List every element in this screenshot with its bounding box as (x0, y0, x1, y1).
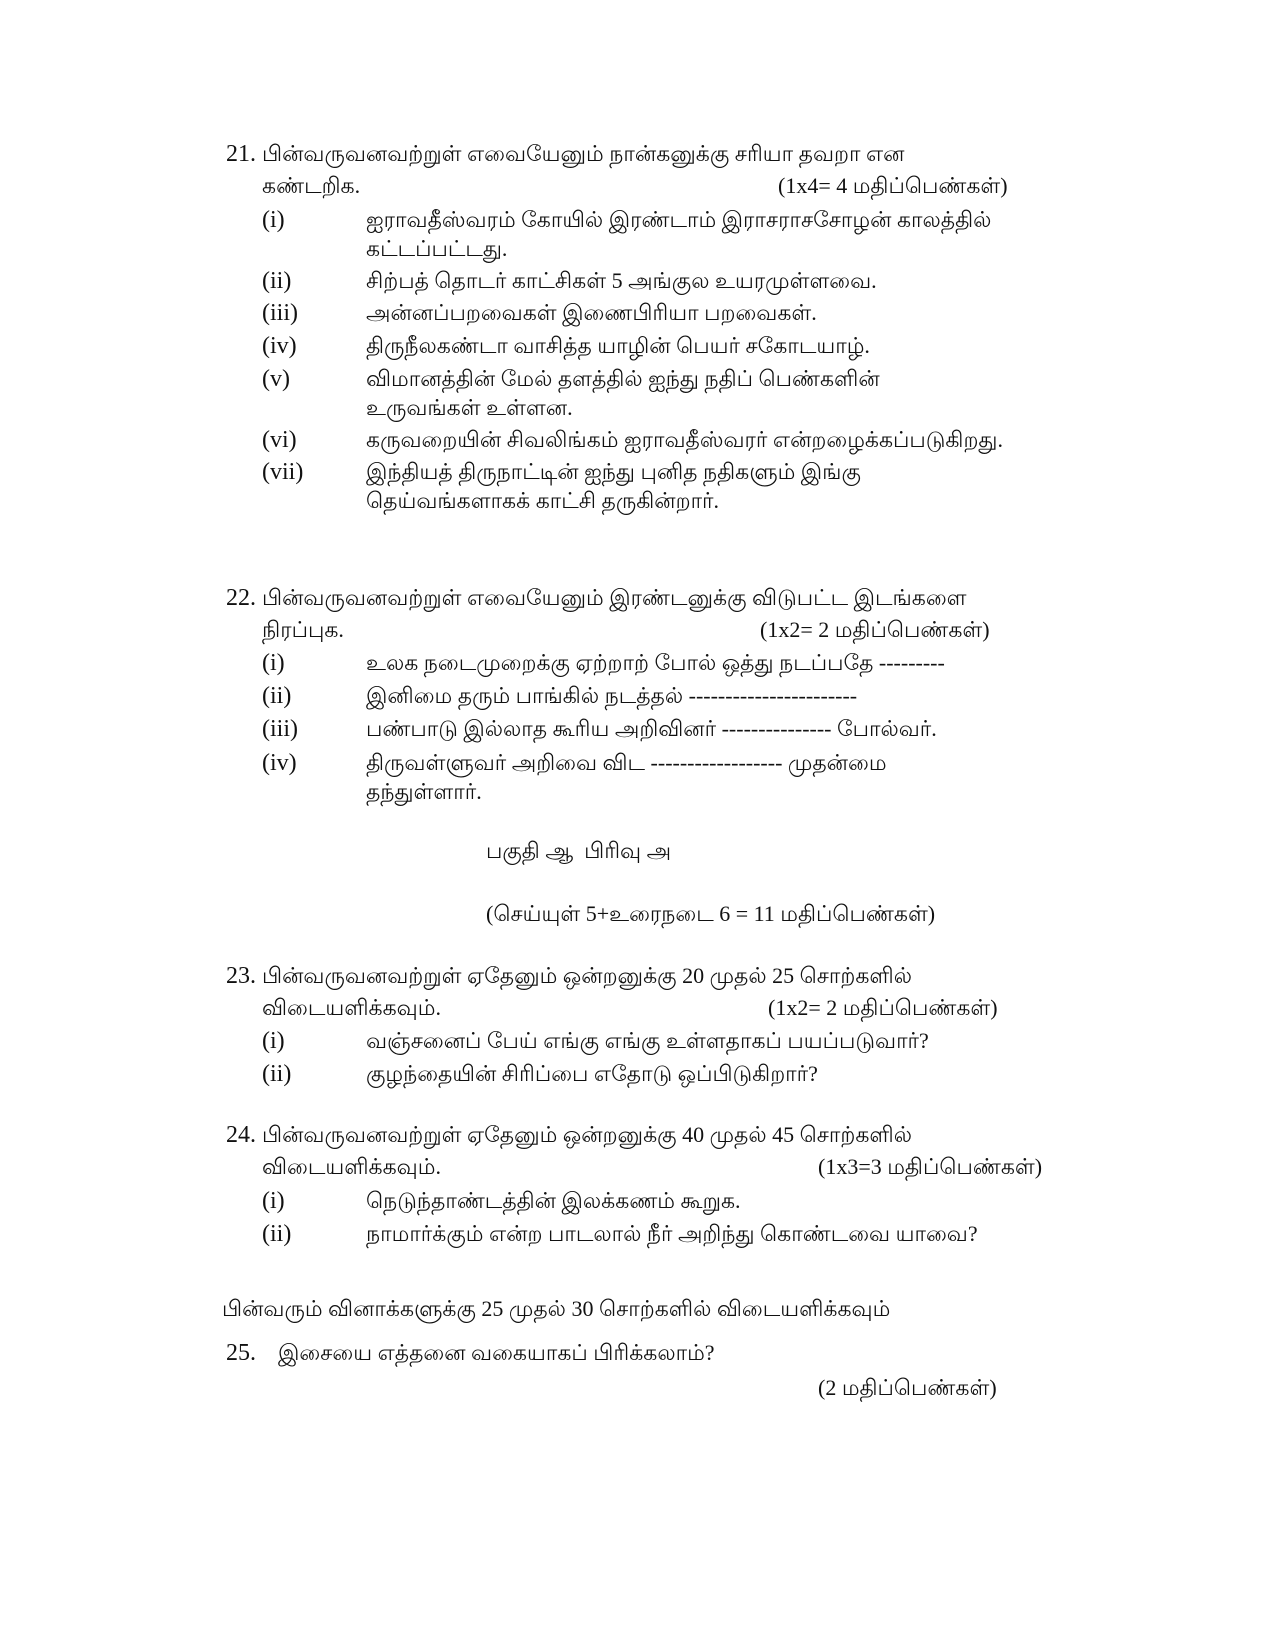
item-label: (ii) (262, 1061, 292, 1087)
item-text: விமானத்தின் மேல் தளத்தில் ஐந்து நதிப் பெண்களின் (366, 366, 880, 391)
question-text-line2: விடையளிக்கவும். (262, 995, 441, 1020)
question-text-line2: நிரப்புக. (262, 617, 344, 642)
item-label: (iii) (262, 300, 298, 326)
item-text: இந்தியத் திருநாட்டின் ஐந்து புனித நதிகளும் இங்கு (366, 459, 861, 484)
question-text-line2: விடையளிக்கவும். (262, 1154, 441, 1179)
question-number: 21. (226, 141, 256, 167)
item-label: (iv) (262, 750, 297, 776)
question-number: 23. (226, 963, 256, 989)
item-text: கருவறையின் சிவலிங்கம் ஐராவதீஸ்வரர் என்றழைக்கப்படுகிறது. (366, 427, 1004, 452)
item-text: நெடுந்தாண்டத்தின் இலக்கணம் கூறுக. (366, 1188, 741, 1213)
item-label: (ii) (262, 683, 292, 709)
item-label: (i) (262, 207, 285, 233)
item-label: (iii) (262, 716, 298, 742)
item-text: தந்துள்ளார். (366, 779, 482, 804)
item-label: (vi) (262, 427, 297, 453)
item-text: உருவங்கள் உள்ளன. (366, 395, 573, 420)
marks-label: (1x2= 2 மதிப்பெண்கள்) (768, 995, 998, 1020)
question-text-line1: பின்வருவனவற்றுள் எவையேனும் இரண்டனுக்கு விடுபட்ட இடங்களை (262, 585, 967, 610)
item-text: வஞ்சனைப் பேய் எங்கு எங்கு உள்ளதாகப் பயப்படுவார்? (366, 1028, 929, 1053)
question-text-line1: பின்வருவனவற்றுள் ஏதேனும் ஒன்றனுக்கு 20 முதல் 25 சொற்களில் (262, 963, 913, 988)
item-label: (vii) (262, 459, 304, 485)
marks-label: (1x2= 2 மதிப்பெண்கள்) (760, 617, 990, 642)
question-text: இசையை எத்தனை வகையாகப் பிரிக்கலாம்? (278, 1340, 715, 1365)
item-label: (ii) (262, 268, 292, 294)
section-marks: (செய்யுள் 5+உரைநடை 6 = 11 மதிப்பெண்கள்) (486, 901, 936, 926)
question-text-line1: பின்வருவனவற்றுள் ஏதேனும் ஒன்றனுக்கு 40 முதல் 45 சொற்களில் (262, 1122, 913, 1147)
question-number: 25. (226, 1340, 256, 1366)
item-text: நாமார்க்கும் என்ற பாடலால் நீர் அறிந்து கொண்டவை யாவை? (366, 1221, 978, 1246)
item-text: குழந்தையின் சிரிப்பை எதோடு ஒப்பிடுகிறார்? (366, 1061, 818, 1086)
item-text: கட்டப்பட்டது. (366, 236, 508, 261)
item-text: தெய்வங்களாகக் காட்சி தருகின்றார். (366, 488, 720, 513)
marks-label: (1x3=3 மதிப்பெண்கள்) (818, 1154, 1043, 1179)
item-label: (ii) (262, 1221, 292, 1247)
item-text: திருநீலகண்டா வாசித்த யாழின் பெயர் சகோடயாழ். (366, 333, 870, 358)
question-number: 24. (226, 1122, 256, 1148)
instruction-text: பின்வரும் வினாக்களுக்கு 25 முதல் 30 சொற்களில் விடையளிக்கவும் (222, 1296, 891, 1321)
question-text-line1: பின்வருவனவற்றுள் எவையேனும் நான்கனுக்கு சரியா தவறா என (262, 141, 905, 166)
question-number: 22. (226, 585, 256, 611)
marks-label: (1x4= 4 மதிப்பெண்கள்) (778, 173, 1008, 198)
item-label: (i) (262, 650, 285, 676)
question-text-line2: கண்டறிக. (262, 173, 361, 198)
item-text: அன்னப்பறவைகள் இணைபிரியா பறவைகள். (366, 300, 817, 325)
section-heading: பகுதி ஆ பிரிவு அ (486, 838, 672, 863)
item-label: (i) (262, 1028, 285, 1054)
item-label: (iv) (262, 333, 297, 359)
item-text: பண்பாடு இல்லாத கூரிய அறிவினர் --------------- போல்வர். (366, 716, 937, 741)
item-label: (v) (262, 366, 290, 392)
marks-label: (2 மதிப்பெண்கள்) (818, 1375, 997, 1400)
item-text: ஐராவதீஸ்வரம் கோயில் இரண்டாம் இராசராசசோழன் காலத்தில் (366, 207, 992, 232)
item-label: (i) (262, 1188, 285, 1214)
item-text: சிற்பத் தொடர் காட்சிகள் 5 அங்குல உயரமுள்ளவை. (366, 268, 877, 293)
item-text: இனிமை தரும் பாங்கில் நடத்தல் ----------------------- (366, 683, 858, 708)
item-text: திருவள்ளுவர் அறிவை விட ------------------ முதன்மை (366, 750, 887, 775)
item-text: உலக நடைமுறைக்கு ஏற்றாற் போல் ஒத்து நடப்பதே --------- (366, 650, 945, 675)
